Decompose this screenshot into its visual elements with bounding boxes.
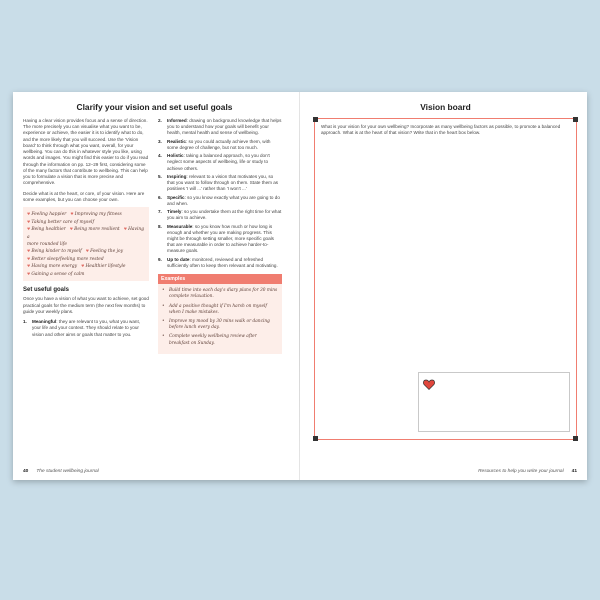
criterion-description: : relevant to a vision that motivates you, so that you want to follow through on them. State them as positives 'I will ...' rather than 'I won't ...' [167, 173, 279, 192]
criterion-text [167, 257, 282, 269]
criterion-number: 3. [158, 138, 162, 144]
vision-example-line [27, 219, 145, 226]
example-text: Complete weekly wellbeing review after breakfast on Sunday. [169, 334, 257, 346]
criterion-term: Measurable [167, 223, 193, 229]
heart-icon [423, 379, 435, 390]
vision-examples-box [23, 207, 149, 281]
heart-box[interactable] [418, 372, 570, 432]
criterion-term: Timely [167, 209, 182, 215]
set-goals-paragraph: Once you have a vision of what you want to achieve, set good practical goals for the medium term (the next few months) to guide your weekly plans. [23, 296, 149, 314]
criterion-item [158, 224, 282, 255]
criterion-description: : they are relevant to you, what you want, your life and your context. They should relate to your vision and other aims or goals that matter to you. [32, 319, 141, 337]
vision-example: more rounded life [27, 241, 67, 247]
left-columns [23, 118, 286, 354]
frame-corner [313, 436, 318, 441]
criterion-description: : so you could actually achieve them, with some degree of challenge, but not too much. [167, 138, 271, 150]
vision-board-prompt: What is your vision for your own wellbeing? Incorporate as many wellbeing factors as possible, to promote a balanced approach. What is at the heart of that vision? Write that in the heart box below. [321, 124, 561, 136]
criterion-item [158, 139, 282, 151]
vision-example: ♥ Feeling happier [27, 212, 66, 217]
criterion-description: : so you know how much or how long is enough and whether you are making progress. This might be through setting smaller, more specific goals that are measurable in order to achieve harder-to-measure goals. [167, 223, 274, 254]
criterion-term: Specific [167, 194, 185, 200]
example-item [162, 304, 278, 316]
vision-example-line [27, 241, 145, 248]
examples-box [158, 284, 282, 354]
criterion-item [158, 153, 282, 172]
criterion-term: Informed [167, 118, 187, 123]
criterion-item [158, 209, 282, 221]
criterion-number: 7. [158, 209, 162, 215]
criterion-item [158, 257, 282, 269]
vision-example-line [27, 263, 145, 270]
criterion-number: 2. [158, 118, 162, 123]
vision-example-line [27, 211, 145, 218]
vision-example: ♥ Being kinder to myself [27, 249, 82, 254]
criterion-text [167, 153, 282, 172]
criterion-term: Up to date [167, 256, 190, 262]
vision-example: ♥ Feeling the joy [86, 249, 123, 254]
criterion-item [158, 195, 282, 207]
left-column-b [158, 118, 282, 354]
criterion-text [167, 195, 282, 207]
vision-board-frame[interactable] [314, 118, 577, 440]
page-number-right: 41 [571, 469, 577, 474]
example-text: Improve my mood by 30 mins walk or dancing before lunch every day. [169, 319, 270, 331]
criteria-list-b [158, 118, 282, 269]
criteria-list-a [23, 319, 149, 338]
vision-example-line [27, 256, 145, 263]
criterion-description: : drawing on background knowledge that helps you to understand how your goals will benefit your health, mental health and sense of wellbeing. [167, 118, 282, 136]
bullet-icon: • [162, 319, 165, 325]
criterion-item [158, 118, 282, 137]
criterion-text [167, 174, 282, 193]
criterion-description: : so you undertake them at the right time for what you aim to achieve. [167, 209, 282, 221]
frame-corner [573, 436, 578, 441]
left-page [13, 92, 300, 480]
criterion-term: Inspiring [167, 173, 187, 179]
bullet-icon: • [162, 303, 165, 309]
example-item [162, 288, 278, 300]
criterion-description: : taking a balanced approach, so you don't neglect some aspects of wellbeing, life or study to achieve others. [167, 153, 270, 171]
running-title-left: The student wellbeing journal [36, 469, 99, 474]
examples-heading: Examples [158, 274, 282, 284]
criterion-item [158, 174, 282, 193]
vision-example: ♥ Having a [27, 227, 144, 239]
criterion-text [167, 209, 282, 221]
vision-example: ♥ Being healthier [27, 227, 66, 232]
criterion-text [167, 118, 282, 137]
criterion-term: Realistic [167, 138, 186, 144]
criterion-description: : so you know exactly what you are going to do and when. [167, 194, 280, 206]
criterion-number: 9. [158, 256, 162, 262]
criterion-number: 8. [158, 223, 162, 229]
vision-example: ♥ Improving my fitness [70, 212, 121, 217]
vision-example-line [27, 248, 145, 255]
example-text: Build time into each day's diary plans for 30 mins complete relaxation. [169, 288, 278, 300]
frame-corner [313, 117, 318, 122]
criterion-text [167, 224, 282, 255]
vision-example: ♥ Taking better care of myself [27, 220, 94, 225]
running-title-right: Resources to help you write your journal [478, 469, 564, 474]
book-spread [13, 92, 587, 480]
example-item [162, 319, 278, 331]
right-footer [478, 469, 577, 474]
left-column-a [23, 118, 149, 354]
vision-example: ♥ Better sleep/feeling more rested [27, 257, 104, 262]
vision-example: ♥ Being more resilient [70, 227, 120, 232]
criterion-term: Holistic [167, 153, 184, 159]
example-text: Add a positive thought if I'm harsh on myself when I make mistakes. [169, 303, 268, 315]
page-number-left: 40 [23, 469, 29, 474]
criterion-number: 6. [158, 194, 162, 200]
right-page-title: Vision board [420, 102, 471, 112]
example-item [162, 334, 278, 346]
set-goals-heading: Set useful goals [23, 287, 70, 294]
criterion-text [32, 319, 149, 338]
intro-paragraph-1: Having a clear vision provides focus and a sense of direction. The more precisely you can visualise what you want to be, experience or achieve, the easier it is to identify what to do, and the more likely that you will succeed. Use the 'Vision board' to think through what you want, overall, for your wellbeing. You can do this in whatever style you like, using words and images. You might find this easier to do if you read through the information on pp. 12–29 first, considering some of the many factors that contribute to wellbeing. This can help you to formulate a vision that is more precise and comprehensive. [23, 118, 149, 186]
criterion-item [23, 319, 149, 338]
criterion-number: 5. [158, 173, 162, 179]
vision-example: ♥ Healthier lifestyle [81, 264, 125, 269]
criterion-description: : monitored, reviewed and refreshed sufficiently often to keep them relevant and motivating. [167, 256, 278, 268]
frame-corner [573, 117, 578, 122]
left-footer [23, 469, 99, 474]
bullet-icon: • [162, 288, 165, 294]
vision-example-line [27, 226, 145, 241]
criterion-number: 1. [23, 319, 27, 325]
criterion-number: 4. [158, 153, 162, 159]
vision-example-line [27, 271, 145, 278]
intro-paragraph-2: Decide what is at the heart, or core, of your vision. Here are some examples, but you can choose your own. [23, 190, 145, 202]
right-page [300, 92, 587, 480]
left-page-title: Clarify your vision and set useful goals [76, 102, 233, 112]
bullet-icon: • [162, 334, 165, 340]
vision-example: ♥ Having more energy [27, 264, 77, 269]
criterion-text [167, 139, 282, 151]
criterion-term: Meaningful [32, 319, 57, 325]
vision-example: ♥ Gaining a sense of calm [27, 272, 84, 277]
